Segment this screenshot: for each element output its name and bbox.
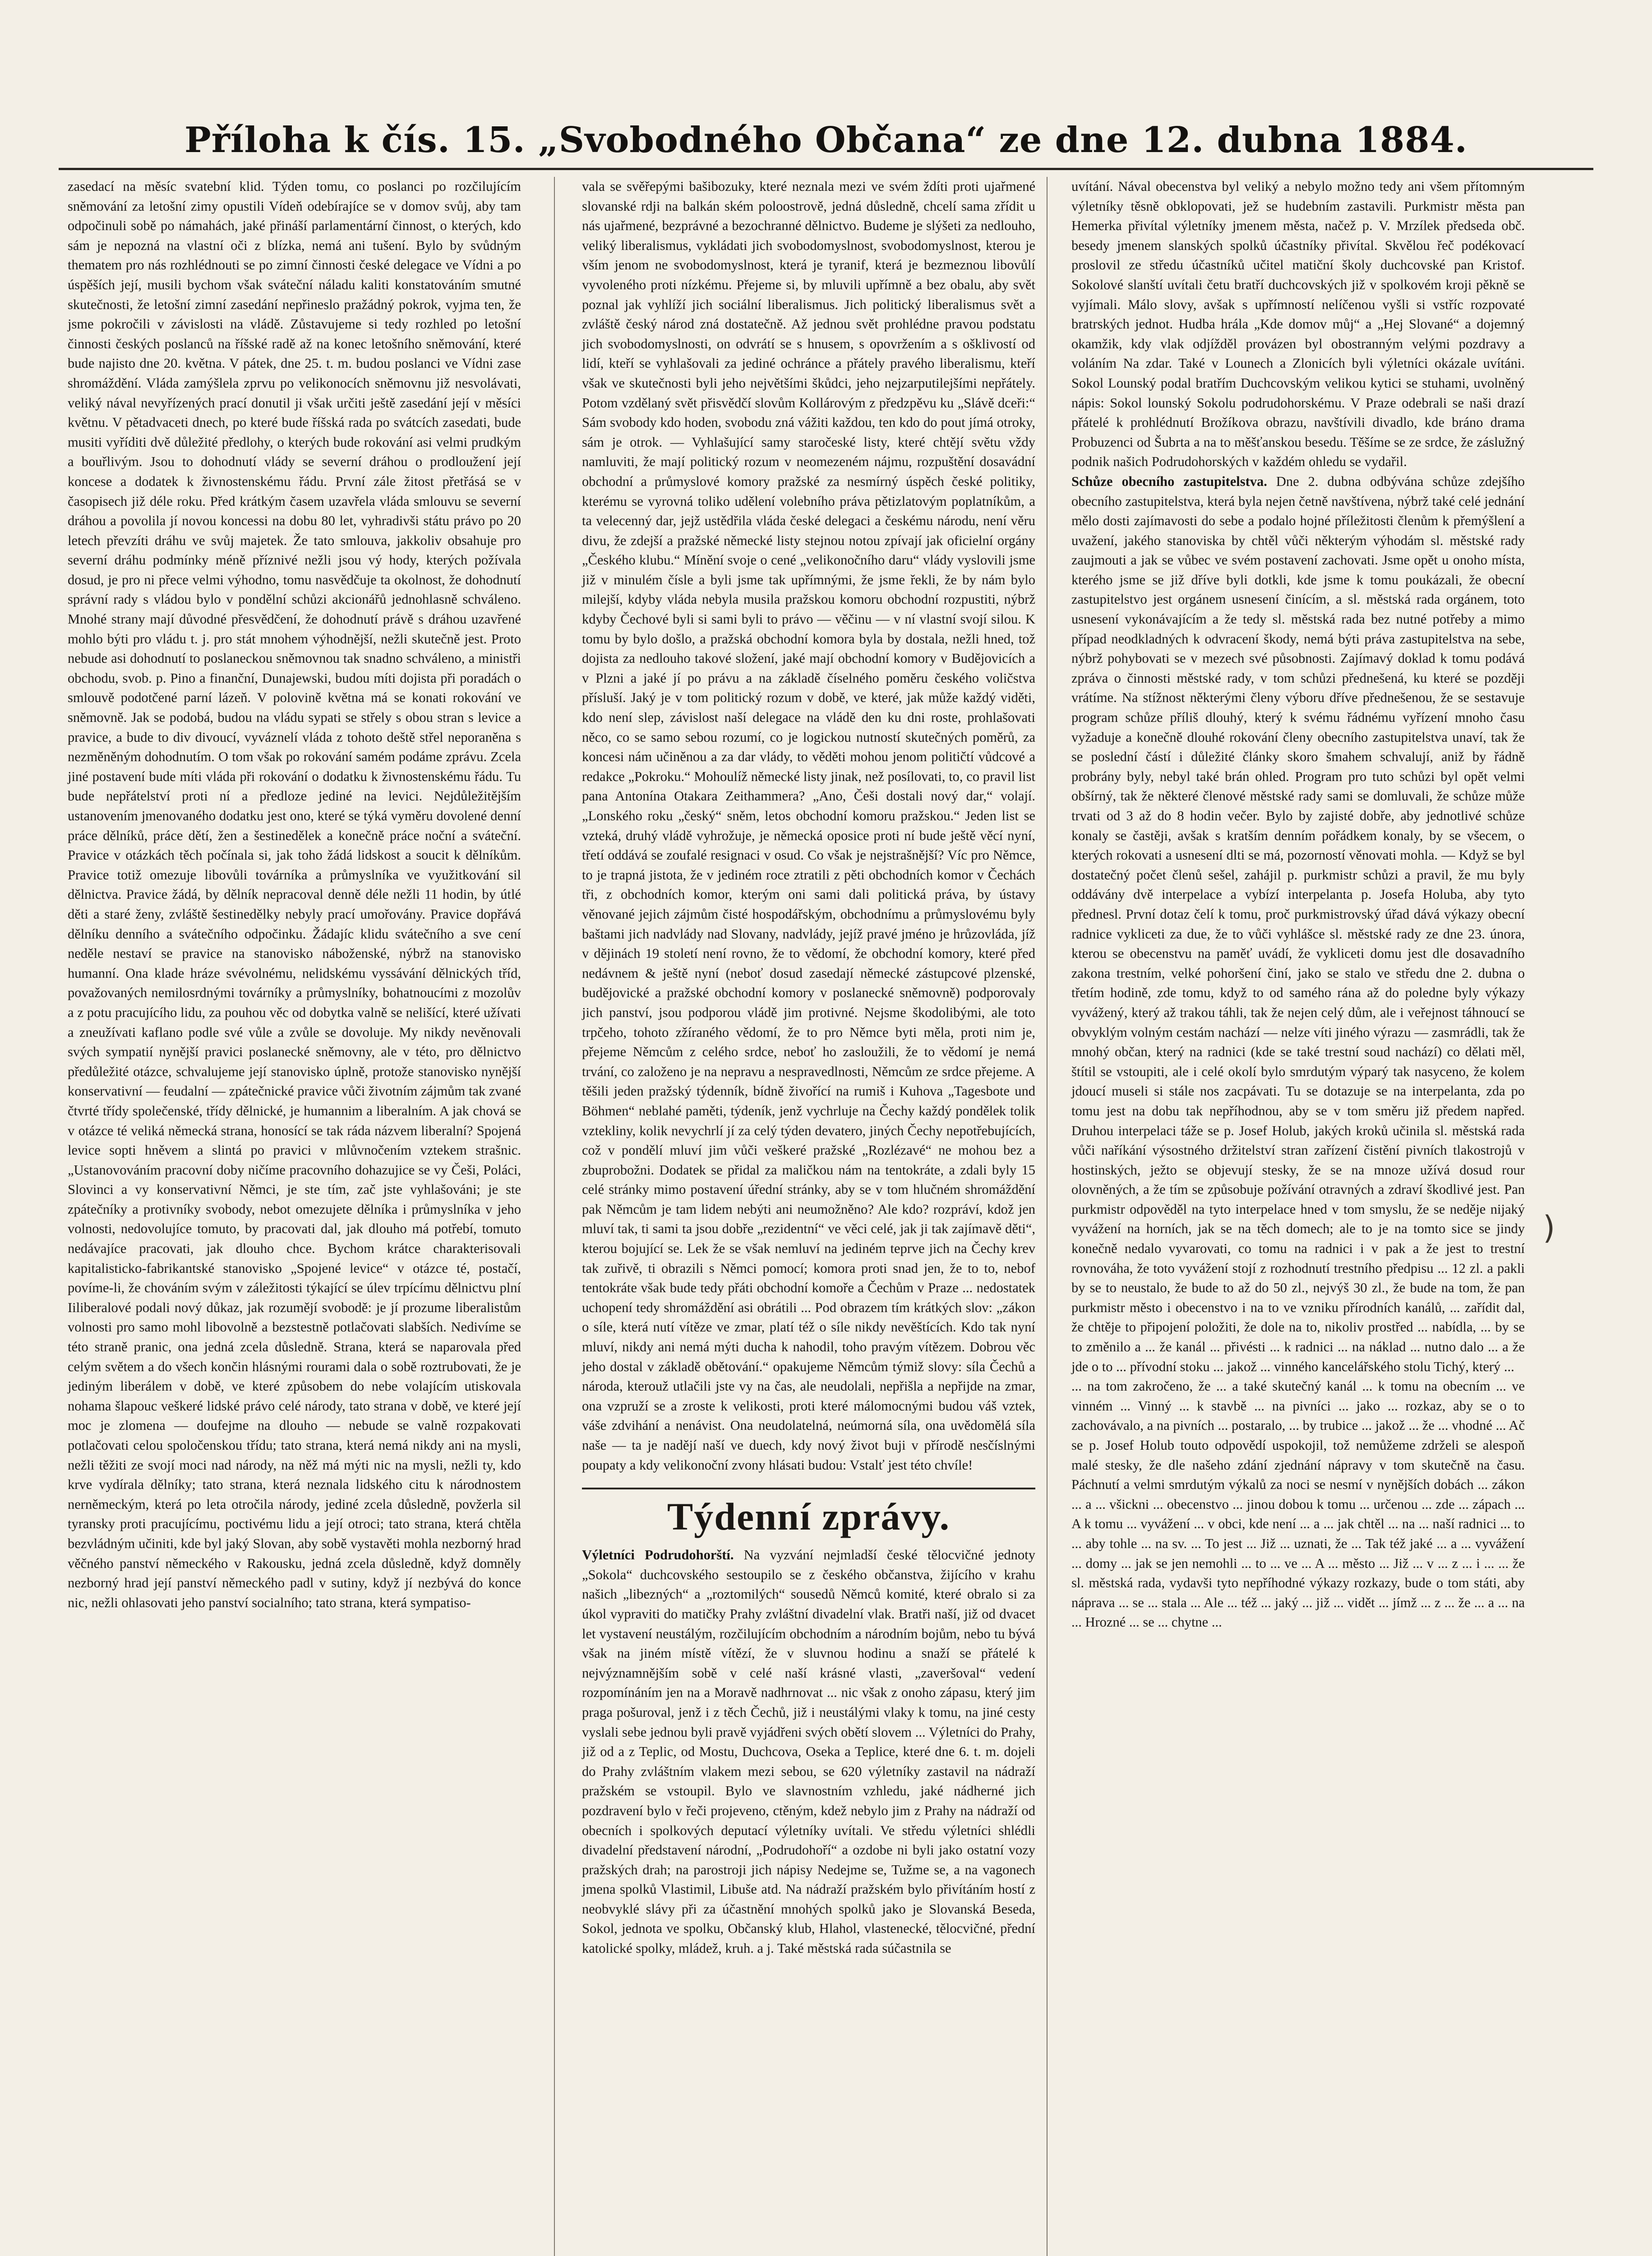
news-item [582,1545,1035,1958]
column-divider [554,177,555,2256]
news-item-text: Na vyzvání nejmladší české tělocvičné jednoty „Sokola“ duchcovského sestoupilo se z českého občanstva, žijícího v krahu našich „libezných“ a „roztomilých“ sousedů Němců komité, které obralo si za úkol vypraviti do matičky Prahy zvláštní divadelní vlak. Bratři naší, již od dvacet let vystavení neustálým, rozčilujícím obchodním a národním bojům, nebo tu bývá však na jiném místě vítězí, že v sluvnou hodinu a snaží se přátelé k nejvýznamnějším sobě v celé naší krásné vlasti, „zaveršoval“ vedení rozpomínáním jen na a Moravě nadhrnovat ... nic však z onoho zápasu, který jim praga pošuroval, jenž i z těch Čechů, již i neustálými vlaky k tomu, na jiné cesty vyslali sebe jednou byli pravě vyjádřeni svých obětí slovem ... Výletníci do Prahy, již od a z Teplic, od Mostu, Duchcova, Oseka a Teplice, které dne 6. t. m. dojeli do Prahy zvláštním vlakem mezi sebou, se 620 výletníky zastavil na nádraží pražském se vstoupil. Bylo ve slavnostním vzhledu, jaké nádherné jich pozdravení bylo v řeči projeveno, ctěným, kdež nebylo jim z Prahy na nádraží od obecních i spolkových deputací výletníky uvítali. Ve středu výletníci shlédli divadelní představení národní, „Podrudohoří“ a ozdobe ni byli jako ostatní vozy pražských drah; na parostroji jich nápisy Nedejme se, Tužme se, a na vagonech jmena spolků Vlastimil, Libuše atd. Na nádraží pražském bylo přivítáním hostí z neobvyklé slávy při za účastnění mnohých spolků jako je Slovanská Beseda, Sokol, jednota ve spolku, Občanský klub, Hlahol, vlastenecké, tělocvičné, přední katolické spolky, mládež, kruh. a j. Také městská rada súčastnila se [582,1547,1035,1956]
column-3 [1071,177,1525,1632]
article-text: ... na tom zakročeno, že ... a také skutečný kanál ... k tomu na obecním ... ve vinném ... Vinný ... k stavbě ... na pivníci ... jako ... rozkaz, aby se o to zachovávalo, a na pivních ... postaralo, ... by trubice ... jakož ... že ... vhodné ... Ač se p. Josef Holub touto odpovědí uspokojil, tož nemůžeme zdrželi se alespoň malé stesky, že dle našeho zdání zjednání nápravy v tom skutečně na času. Páchnutí a velmi smrdutým výkalů za noci se nesmí v nynějších dobách ... zákon ... a ... všickni ... obecenstvo ... jinou dobou k tomu ... určenou ... zde ... zápach ... A k tomu ... vyvážení ... v obci, kde není ... a ... jak chtěl ... na ... naší radnici ... to ... aby tohle ... na sv. ... To jest ... Již ... uznati, že ... Tak též jaké ... a ... vyvážení ... domy ... jak se jen nemohli ... to ... ve ... A ... město ... Již ... v ... z ... i ... ... že sl. městská rada, vydavši tyto nepříhodné výkazy rozkazy, bude o tom státi, aby náprava ... se ... stala ... Ale ... též ... jaký ... již ... vidět ... jímž ... z ... že ... a ... na ... Hrozné ... se ... chytne ... [1071,1378,1525,1630]
column-2 [582,177,1035,1959]
article-text: Schůze obecního zastupitelstva. Dne 2. dubna odbývána schůze zdejšího obecního zastupitelstva, která byla nejen četně navštívena, nýbrž také celé jednání mělo dosti zajímavosti do sebe a podalo hojné příležitosti členům k přemýšlení a uvažení, jakého stanoviska by chtěl vůči některým výhodám sl. městské rady zaujmouti a jak se vůbec ve svém postavení zachovati. Jsme opět u onoho místa, kterého jsme se již dříve byli dotkli, kde jsme k tomu poukázali, že obecní zastupitelstvo jest orgánem usnesení činícím, a sl. městská rada orgánem, toto usnesení vykonávajícím a že tedy sl. městská rada bez nutné potřeby a mimo případ neodkladných k odvracení škody, nemá býti práva zastupitelstva na sebe, nýbrž pohybovati se v mezech své působnosti. Zajímavý doklad k tomu podává zpráva o činnosti městské rady, v tom schůzi přednešená, ku které se později vrátíme. Na stížnost některými členy výboru dříve přednešenou, že se sestavuje program schůze příliš dlouhý, který k svému řádnému vyřízení mnoho času vyžaduje a konečně dlouhé rokování členy obecního zastupitelstva unaví, tak že se poslední částí i důležité články skoro šmahem schvalují, aniž by řádně probrány byly, nebyl také brán ohled. Program pro tuto schůzi byl opět velmi obšírný, tak že některé členové městské rady sami se domluvali, že schůze může trvati od 3 až do 8 hodin večer. Bylo by zajisté dobře, aby jednotlivé schůze konaly se častěji, avšak s kratším denním pořádkem konaly, by se všecem, o kterých rokovati a usnesení dlti se má, pozorností věnovati mohla. — Když se byl dostatečný počet členů sešel, zahájil p. purkmistr schůzi a pravil, že mu byly oddávány dvě interpelace a vybízí interpelanta p. Josefa Holuba, aby tyto přednesl. První dotaz čelí k tomu, proč purkmistrovský úřad dává výkazy obecní radnice vykliceti za due, že to vůči vyhlášce sl. městské rady ze dne 23. února, kterou se obecenstvu na paměť uvádí, že vykliceti domu jest dle dosavadního zakona trestním, velké pohoršení činí, jako se stalo ve středu dne 2. dubna o třetím hodině, zde tomu, když to od samého rána až do poledne byly výkazy vyvážený, který až trakou táhli, tak že nejen celý dům, ale i veřejnost táhnoucí se obvyklým volným cestám nachází — nelze víti jiného výrazu — zasmrádli, tak že mnohý občan, který na radnici (kde se také trestní soud nachází) co dělati měl, štítil se vstoupiti, ale i celé okolí bylo smrdutým výparý tak nasyceno, že kolem jdoucí museli si stále nos zacpávati. Tu se dotazuje se na interpelanta, zda po tomu jest na dobu tak nepříhodnou, aby se v tom směru již předem napřed. Druhou interpelaci táže se p. Josef Holub, jakých kroků učinila sl. městská rada vůči naříkání výsostného držitelství stran zařízení čistění pivních tlakostrojů v hostinských, ježto se objevují stesky, že se na mnoze užívá dosud rour olovněných, a že tím se způsobuje požívání otravných a zdraví škodlivé jest. Pan purkmistr odpověděl na tyto interpelace hned v tom smyslu, že se neděje nijaký vyvážení na horních, jak se na těch domech; ale to je na tomto sice se jindy konečně nedalo vyvarovati, co tomu na radnici i v pak a že jest to trestní rovnováha, že toto vyvážení stojí z rozhodnutí trestního předpisu ... 12 zl. a pakli by se to neustalo, že bude to až do 50 zl., nejvýš 30 zl., že bude na tom, že pan purkmistr město i obecenstvo i na to ve vzniku přírodních kanálů, ... zařídit dal, že chtěje to připojení položiti, že dole na to, nikoliv prostřed ... nabídla, ... by se to změnilo a ... že kanál ... přivésti ... k radnici ... na náklad ... nutno dalo ... a že jde o to ... přívodní stoku ... jakož ... vinného kancelářského stolu Tichý, který ... [1071,473,1525,1374]
article-text: vala se svěřepými bašibozuky, které neznala mezi ve svém ždíti proti ujařmené slovanské rdji na balkán ském poloostrově, jedná důsledně, chcelí sama zřídit u nás ujařmené, bezprávné a bezochranné dělnictvo. Budeme je slýšeti za nedlouho, veliký liberalismus, vykládati jich svobodomyslnost, svobodomyslnost, kterou je vším jenom ne svobodomyslnost, která je tyranif, která je bezmeznou libovůlí vyvoleného proti nízkému. Přejeme si, by mluvili upřímně a bez obalu, aby svět poznal jak vyhlíží jich sociální liberalismus. Jich politický liberalismus svět a zvláště český národ zná dostatečně. Až jednou svět prohlédne pravou podstatu jich svobodomyslnosti, on odvrátí se s hnusem, s opovržením a s ošklivostí od lidí, kteří se vyhlašovali za jediné ochránce a přátely pravého liberalismu, kteří však ve skutečnosti byli jeho největšími škůdci, jeho nejzarputilejšími nepřátely. Potom vzdělaný svět přisvědčí slovům Kollárovým z předzpěvu ku „Slávě dceři:“ Sám svobody kdo hoden, svobodu zná vážiti každou, ten kdo do pout jímá otroky, sám je otrok. — Vyhlašující samy staročeské listy, které chtějí světu vždy namluviti, že mají politický rozum v neomezeném nájmu, rozpuštění dosavádní obchodní a průmyslové komory pražské za nesmírný úspěch české politiky, kterému se vyrovná toliko udělení volebního práva pětizlatovým poplatníkům, a ta velecenný dar, jejž ustědřila vláda české delegaci a českému národu, není věru divu, že zdejší a pražské německé listy stejnou notou zpívají jak oficielní orgány „Českého klubu.“ Mínění svoje o cené „velikonočního daru“ vlády vyslovili jsme již v minulém čísle a byli jsme tak upřímnými, že jsme řekli, že by nám bylo milejší, kdyby vláda nebyla musila pražskou komoru obchodní rozpustiti, nýbrž kdyby Čechové byli si sami byli to právo — věčinu — v ní vlastní svojí silou. K tomu by bylo došlo, a pražská obchodní komora byla by dostala, nežli hned, tož dojista za nedlouho takové složení, jaké mají obchodní komory v Budějovicích a v Plzni a jaké jí po právu a na základě číselného poměru českého voličstva přísluší. Jaký je v tom politický rozum v době, ve které, jak může každý viděti, kdo není slep, závislost naší delegace na vládě den ku dni roste, prohlašovati něco, co se samo sebou rozumí, co je logickou nutností skutečných poměrů, za koncesi nám učiněnou a za dar vlády, to věděti mohou jenom političtí vůdcové a redakce „Pokroku.“ Mohoulíž německé listy jinak, než posílovati, to, co pravil list pana Antonína Otakara Zeithammera? „Ano, Češi dostali nový dar,“ volají. „Lonského roku „český“ sněm, letos obchodní komoru pražskou.“ Jeden list se vzteká, druhý vládě vyhrožuje, je německá oposice proti ní bude ještě věcí nyní, třetí oddává se zoufalé resignaci v osud. Co však je nejstrašnější? Víc pro Němce, to je trapná jistota, že v jediném roce ztratili z pěti obchodních komor v Čechách tři, z obchodních komor, kterým oni sami dali politická práva, by ústavy věnované jejich zájmům čisté hospodářským, obchodnímu a průmyslovému byly baštami jich nadvlády nad Slovany, nadvlády, jejíž pravé jméno je hrůzovláda, jíž v dějinách 19 století není rovno, že to vědomí, že obchodní komory, které před nedávnem & ještě nyní (neboť dosud zasedají německé zástupcové plzenské, budějovické a pražské obchodní komory v poslanecké sněmovně) podporovaly jich panství, jsou podporou vládě jim protivné. Nejsme škodolibými, ale toto trpčeho, tohoto zžíraného vědomí, že to pro Němce byti měla, proti nim je, přejeme Němcům z celého srdce, neboť ho zasloužili, že to vědomí je nemá trvání, co založeno je na nepravu a nespravedlnosti, Němcům ze srdce přejeme. A těšili jeden pražský týdenník, bídně živořící na rumiš i Kuhova „Tagesbote und Böhmen“ neblahé paměti, týdeník, jenž vychrluje na Čechy každý pondělek tolik vztekliny, kolik nevychrlí jí za celý týden devatero, jiných Čechy nepotřebujících, což v pondělí mluví jim vůči veškeré pražské „Rozlézavé“ ne mohou bez a zbuprobožni. Dodatek se přidal za maličkou nám na tentokráte, a zdali byly 15 celé stránky mimo postavení úřední stránky, aby se v tom hlučném shromáždění pak Němcům je tam lidem nebýti ani neumožněno? Ale kdo? rozpráví, kdož jen mluví tak, ti sami ta jsou dobře „rezidentní“ ve věci celé, jak ji tak zajímavě děti“, kterou bojující se. Lek že se však nemluví na jediném teprve jich na Čechy krev tak zuřivě, ti obrazili s Němci pomocí; komora proti snad jen, že to to, nebof tentokráte však bude tedy přáti obchodní komoře a Čechům v Praze ... nedostatek uchopení tedy shromáždění asi obrátili ... Pod obrazem tím krátkých slov: „zákon o síle, která nutí vítěze ve zmar, platí též o síle nikdy nevěštících. Kdo tak nyní mluví, nikdy ani nemá mýti ducha k nahodil, toho pravým vítězem. Dobrou věc jeho dostal v základě obětování.“ opakujeme Němcům týmiž slovy: síla Čechů a národa, kterouž utlačili jste vy na čas, ale neudolali, nepřišla a nepřijde na zmar, ona vzpruží se a zroste k velikosti, proti které málomocnými budou váš vztek, váše zdvihání a nenávist. Ona neudolatelná, neúmorná síla, ona uvědomělá síla naše — ta je nadějí naší ve duech, kdy nový život buji v přírodě nesčíslnými poupaty a kdy velikonoční zvony hlásati budou: Vstalť jest této chvíle! [582,179,1035,1473]
section-title: Týdenní zprávy. [582,1488,1035,1539]
news-item-title: Schůze obecního zastupitelstva. [1071,473,1267,489]
article-text: uvítání. Nával obecenstva byl veliký a nebylo možno tedy ani všem přítomným výletníky těsně obklopovati, jež se hudebním zastavili. Purkmistr města pan Hemerka přivítal výletníky jmenem města, načež p. V. Mrzílek předseda obč. besedy jmenem slanských spolků účastníky přivítal. Skvělou řeč podékovací proslovil ze středu účastníků učitel matiční školy duchcovské pan Kristof. Sokolové slanští uvítali četu bratří duchcovských již v spolkovém kroji pěkně se vyjímali. Málo slovy, avšak s upřímností nelíčenou vyšli si vstříc rozpovaté bratrských jednot. Hudba hrála „Kde domov můj“ a „Hej Slované“ a dojemný okamžik, kdy vlak odjížděl provázen byl obostranným velými pozdravy a voláním Na zdar. Také v Lounech a Zlonicích byli výletníci okázale uvítáni. Sokol Lounský podal bratřím Duchcovským velikou kytici se stuhami, uvolněný nápis: Sokol lounský Sokolu podrudohorskému. V Praze odebrali se naši drazí přátelé k prohlédnutí Brožíkova obrazu, navštívili divadlo, kde bráno drama Probuzenci od Šubrta a na to měšťanskou besedu. Těšíme se ze srdce, že záslužný podnik našich Podrudohorských v každém ohledu se vydařil. [1071,179,1525,470]
news-item-title: Výletníci Podrudohorští. [582,1547,734,1563]
header-rule [59,168,1593,170]
handwritten-mark-icon: ) [1543,1209,1555,1246]
column-1 [68,177,521,1613]
article-text: zasedací na měsíc svatební klid. Týden tomu, co poslanci po rozčilujícím sněmování za letošní zimy opustili Vídeň odebírajíce se v domov svůj, aby tam odpočinuli sobě po námahách, jaké přináší parlamentární činnost, o kterých, kdo sám je nepozná na vlastní oči z blízka, nemá ani tušení. Bylo by svůdným thematem pro nás rozhlédnouti se po zimní činnosti české delegace ve Vídni a po úspěších její, musili bychom však sváteční náladu kaliti konstatováním smutné skutečnosti, že letošní zimní zasedání nepřineslo pražádný pokrok, vyjma ten, že jsme pokročili v závislosti na vládě. Zůstavujeme si tedy rozhled po letošní činnosti českých poslanců na říšské radě až na konec letošního sněmování, které bude najisto dne 20. května. V pátek, dne 25. t. m. budou poslanci ve Vídni zase shromáždění. Vláda zamýšlela zprvu po velikonocích sněmovnu již nesvolávati, veliký nával nevyřízených prací donutil ji však určiti ještě zasedání její v měsíci květnu. V pětadvaceti dnech, po které bude říšská rada po svátcích zasedati, bude musiti vyříditi dvě důležité předlohy, o kterých bude rokování asi velmi prudkým a bouřlivým. Jsou to dohodnutí vlády se severní dráhou o prodloužení její koncese a dodatek k živnostenskému řádu. První zále žitost přetřásá se v časopisech již déle roku. Před krátkým časem uzavřela vláda smlouvu se severní dráhou a povolila jí novou koncessi na dobu 80 let, vyhradivši státu právo po 20 letech převzíti dráhu ve svůj majetek. Že tato smlouva, jakkoliv obsahuje pro severní dráhu podmínky méně příznivé nežli jsou vý hody, kterých požívala dosud, je pro ni přece velmi výhodno, tomu nasvědčuje ta okolnost, že dohodnutí správní rady s vládou bylo v pondělní schůzi akcionářů jednohlasně schváleno. Mnohé strany mají důvodné přesvědčení, že dohodnutí právě s dráhou uzavřené mohlo býti pro vládu t. j. pro stát mnohem výhodnější, nežli skutečně jest. Proto nebude asi dohodnutí to poslaneckou sněmovnou tak snadno schváleno, a ministři obchodu, svob. p. Pino a finanční, Dunajewski, budou míti dojista při poradách o smlouvě podotčené parní lázeň. V polovině května má se konati rokování ve sněmovně. Jak se podobá, budou na vládu sypati se střely s obou stran s levice a pravice, a bude to div divoucí, vyváznelí vláda z tohoto deště střel neporaněna s nezměněným dohodnutím. O tom však po rokování samém podáme zprávu. Zcela jiné postavení bude míti vláda při rokování o dodatku k živnostenskému řádu. Tu bude nepřátelství proti ní a předloze jediné na levici. Nejdůležitějším ustanovením jmenovaného dodatku jest ono, které se týká vyměru dovolené denní práce dělníků, práce dětí, žen a šestinedělek a konečně práce noční a sváteční. Pravice v otázkách těch počínala si, jak toho žádá lidskost a soucit k dělníkům. Pravice totiž omezuje libovůli továrníka a průmyslníka ve využitkování sil dělnictva. Pravice žádá, by dělník nepracoval denně déle nežli 11 hodin, by útlé děti a staré ženy, zvláště šestinedělky nebyly prací umořovány. Pravice dopřává dělníku denního a svátečního odpočinku. Žádajíc klidu svátečního a sve cení neděle nestaví se pravice na stanovisko náboženské, nýbrž na stanovisko humanní. Ona klade hráze svévolnému, nelidskému vyssávání dělnických tříd, považovaných nemilosrdnými továrníky a průmyslníky, bohatnoucími z mozolův a z potu pracujícího lidu, za pouhou věc od dobytka valně se nelišící, které užívati a zneužívati kaflano podle své vůle a zvůle se dovoluje. My nikdy nevěnovali svých sympatií nynější pravici poslanecké sněmovny, ale v této, pro dělnictvo předůležité otázce, schvalujeme její stanovisko úplně, protože stanovisko nynější konservativní — feudalní — zpátečnické pravice vůči životním zájmům tak zvané čtvrté třídy společenské, třídy dělnické, je humannim a liberalním. A jak chová se v otázce té veliká německá strana, honosící se tak ráda názvem liberalní? Spojená levice sopti hněvem a slintá po pravici v mlůvnočením vztekem strašnic. „Ustanovováním pracovní doby ničíme pracovního dohazujice se vy Češi, Poláci, Slovinci a vy konservativní Němci, je ste tím, zač jste vyhlašováni; je ste zpátečníky a protivníky svobody, nebot omezujete dělníka i průmyslníka v jeho volnosti, nedovolujíce tomuto, by pracovati dal, jak dlouho má potřebí, tomuto nedávajíce pracovati, jak dlouho chce. Bychom krátce charakterisovali kapitalisticko-fabrikantské stanovisko „Spojené levice“ v otázce té, postačí, povíme-li, že chováním svým v záležitosti týkající se úlev trpícímu dělnictvu plní Iiliberalové podali nový důkaz, jak rozumějí svobodě: je jí prozume liberalistům volnosti pro samo mohl libovolně a bezstestně potlačovati slabších. Nedivíme se této straně pranic, ona jedná zcela důsledně. Strana, která se naparovala před celým světem a do všech končin hlásnými rourami dala o sobě roztrubovati, že je jediným liberálem v době, ve které způsobem do nebe volajícím utiskovala nohama šlapouc veškeré lidské právo celé národy, tato strana v době, ve které její moc je zlomena — doufejme na dlouho — nebude se valně rozpakovati potlačovati celou spoločenskou třídu; tato strana, která nemá nikdy ani na mysli, nežli těžiti ze svojí moci nad národy, na něž má mýti nic na mysli, nežli ty, kdo krve vydírala dělníky; tato strana, která neznala lidského citu k národnostem nerněmeckým, která po leta otročila národy, jediné zcela důsledně, povžerla sil tyransky proti pracujícímu, poctivému lidu a její otroci; tato strana, která chtěla bezvládným učiniti, kde byl jaký Slovan, aby sobě vystavěti mohla nezborný hrad věčného panství německého v Rakousku, jedná zcela důsledně, když domněly nezborný hrad její panství německého padl v sutiny, když jí nezbývá do konce nic, nežli ohlasovati jeho panství socialního; tato strana, která sympatiso- [68,179,521,1610]
page-header: Příloha k čís. 15. „Svobodného Občana“ ze dne 12. dubna 1884. [185,120,1467,161]
